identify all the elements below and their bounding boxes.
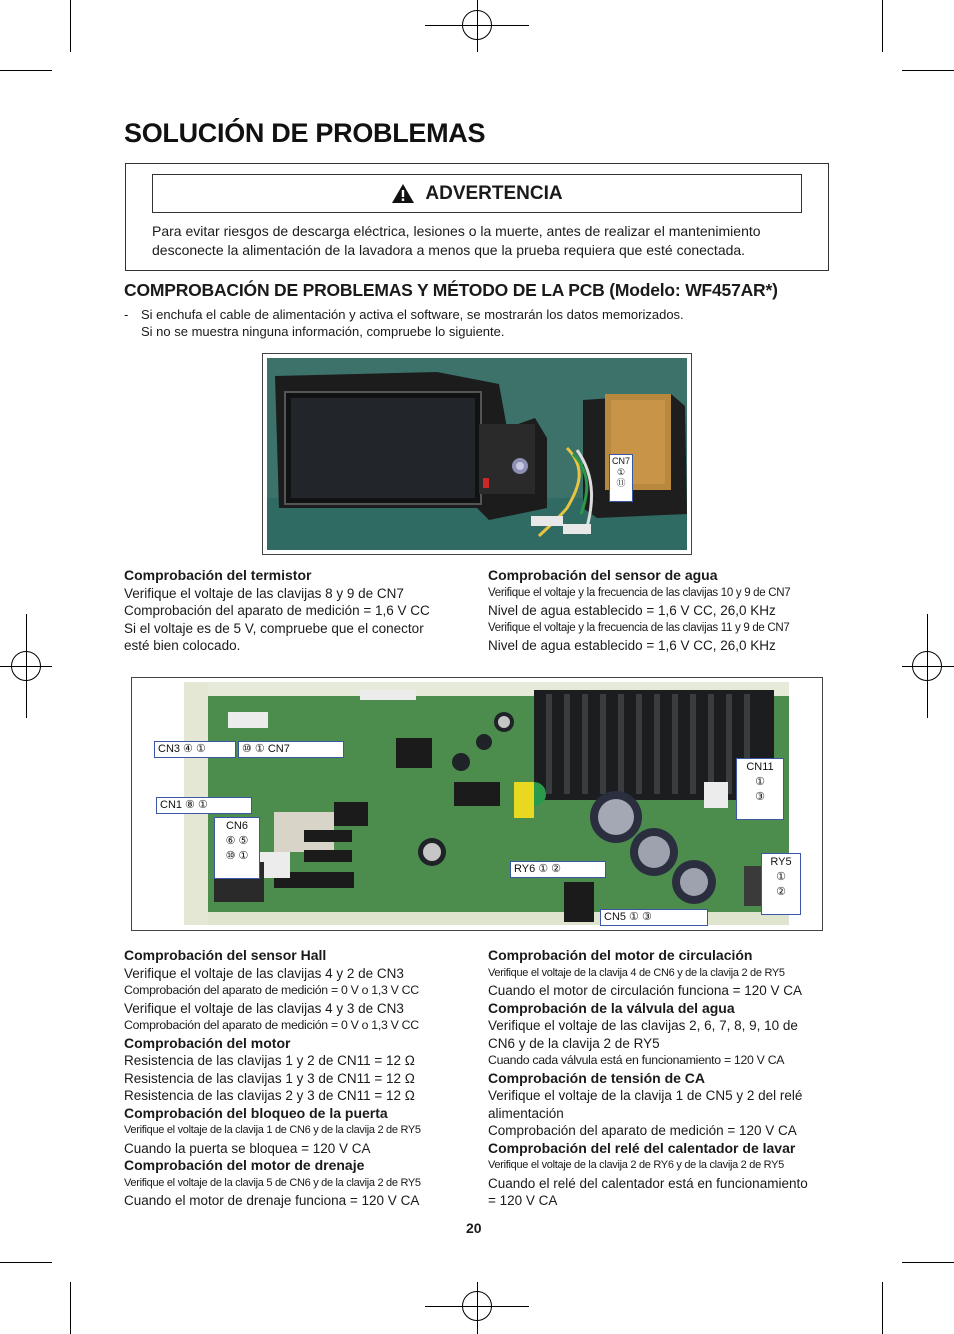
water-valve-line: Verifique el voltaje de las clavijas 2, 6, 7, 8, 9, 10 de	[488, 1018, 798, 1033]
registration-circle	[462, 1291, 492, 1321]
drain-motor-line: Verifique el voltaje de la clavija 5 de CN6 y de la clavija 2 de RY5	[124, 1176, 421, 1189]
crop-mark	[902, 70, 954, 71]
cn7-label: ⑩ ① CN7	[238, 741, 344, 758]
pcb-illustration	[184, 682, 789, 925]
page-number: 20	[466, 1220, 482, 1236]
heater-relay-line: = 120 V CA	[488, 1193, 558, 1208]
cn7-pin-1: ①	[616, 467, 626, 477]
water-sensor-heading: Comprobación del sensor de agua	[488, 567, 718, 583]
thermistor-line: esté bien colocado.	[124, 638, 241, 653]
registration-circle	[462, 10, 492, 40]
cn5-label: CN5 ① ③	[600, 909, 708, 926]
circulation-motor-line: Verifique el voltaje de la clavija 4 de CN6 y de la clavija 2 de RY5	[488, 966, 785, 979]
water-valve-line: CN6 y de la clavija 2 de RY5	[488, 1035, 660, 1051]
cn11-label-box	[736, 758, 784, 820]
water-sensor-line: Verifique el voltaje y la frecuencia de las clavijas 10 y 9 de CN7	[488, 586, 791, 599]
ry5-label-box	[761, 853, 801, 915]
crop-mark	[882, 0, 883, 52]
thermistor-heading: Comprobación del termistor	[124, 567, 312, 583]
water-sensor-line: Nivel de agua establecido = 1,6 V CC, 26,0 KHz	[488, 603, 776, 618]
cn6-pins-bottom: ⑩ ①	[225, 850, 249, 862]
door-lock-line: Verifique el voltaje de la clavija 1 de CN6 y de la clavija 2 de RY5	[124, 1124, 421, 1136]
ac-voltage-line: Comprobación del aparato de medición = 120 V CA	[488, 1123, 797, 1138]
warning-box	[125, 163, 829, 271]
thermistor-line: Si el voltaje es de 5 V, compruebe que el conector	[124, 620, 424, 636]
heater-relay-line: Verifique el voltaje de la clavija 2 de RY6 y de la clavija 2 de RY5	[488, 1159, 784, 1171]
heater-relay-line: Cuando el relé del calentador está en funcionamiento	[488, 1175, 808, 1191]
water-sensor-line: Nivel de agua establecido = 1,6 V CC, 26,0 KHz	[488, 638, 776, 653]
hall-sensor-line: Comprobación del aparato de medición = 0 V o 1,3 V CC	[124, 983, 419, 997]
ac-voltage-line: Verifique el voltaje de la clavija 1 de CN5 y 2 del relé	[488, 1088, 803, 1103]
water-valve-line: Cuando cada válvula está en funcionamiento = 120 V CA	[488, 1053, 785, 1067]
ry5-title: RY5	[770, 856, 792, 868]
registration-circle	[11, 651, 41, 681]
door-lock-heading: Comprobación del bloqueo de la puerta	[124, 1104, 388, 1121]
bottom-left-checks	[124, 947, 474, 1210]
hall-sensor-line: Comprobación del aparato de medición = 0 V o 1,3 V CC	[124, 1018, 419, 1032]
cn11-pin-1: ①	[755, 776, 765, 788]
intro-line-2: Si no se muestra ninguna información, compruebe lo siguiente.	[141, 324, 505, 339]
intro-line-1: Si enchufa el cable de alimentación y activa el software, se mostrarán los datos memorizados.	[141, 307, 684, 322]
crop-mark	[0, 70, 52, 71]
cn7-label-box	[609, 454, 633, 502]
thermistor-line: Comprobación del aparato de medición = 1,6 V CC	[124, 603, 430, 618]
ac-voltage-heading: Comprobación de tensión de CA	[488, 1069, 706, 1086]
crop-mark	[70, 0, 71, 52]
thermistor-check	[124, 567, 474, 655]
crop-mark	[70, 1282, 71, 1334]
intro-dash: -	[124, 307, 129, 322]
cn6-title: CN6	[225, 820, 248, 832]
heater-relay-heading: Comprobación del relé del calentador de lavar	[488, 1139, 796, 1156]
warning-text: Para evitar riesgos de descarga eléctrica, lesiones o la muerte, antes de realizar el mantenimiento desconecte la alimentación de la lavadora a menos que la prueba requiera que esté conectada.	[152, 223, 761, 258]
motor-line: Resistencia de las clavijas 1 y 3 de CN11 = 12 Ω	[124, 1070, 415, 1086]
cn11-title: CN11	[746, 761, 774, 773]
warning-triangle-icon	[391, 183, 415, 204]
cn7-title: CN7	[611, 456, 630, 466]
cn11-pin-3: ③	[755, 791, 765, 803]
warning-label: ADVERTENCIA	[425, 182, 563, 204]
circulation-motor-heading: Comprobación del motor de circulación	[488, 947, 753, 963]
warning-header	[152, 174, 802, 213]
motor-heading: Comprobación del motor	[124, 1034, 291, 1051]
drain-motor-heading: Comprobación del motor de drenaje	[124, 1157, 365, 1173]
intro-note	[124, 306, 684, 340]
crop-mark	[882, 1282, 883, 1334]
main-pcb-photo	[131, 677, 823, 931]
section-title: COMPROBACIÓN DE PROBLEMAS Y MÉTODO DE LA PCB (Modelo: WF457AR*)	[124, 280, 778, 300]
crop-mark	[0, 1262, 52, 1263]
page-title: SOLUCIÓN DE PROBLEMAS	[124, 118, 486, 148]
cn1-label: CN1 ⑧ ①	[156, 797, 252, 814]
bottom-right-checks	[488, 947, 838, 1210]
motor-line: Resistencia de las clavijas 1 y 2 de CN11 = 12 Ω	[124, 1053, 415, 1068]
cn6-label-box	[214, 817, 260, 879]
ry5-pin-1: ①	[776, 871, 786, 883]
door-lock-line: Cuando la puerta se bloquea = 120 V CA	[124, 1140, 371, 1156]
ac-voltage-line: alimentación	[488, 1105, 564, 1121]
crop-mark	[902, 1262, 954, 1263]
water-sensor-line: Verifique el voltaje y la frecuencia de las clavijas 11 y 9 de CN7	[488, 621, 790, 634]
cn6-pins-top: ⑥ ⑤	[225, 835, 249, 847]
thermistor-line: Verifique el voltaje de las clavijas 8 y 9 de CN7	[124, 585, 404, 601]
water-valve-heading: Comprobación de la válvula del agua	[488, 999, 735, 1016]
cn7-pin-11: ⑪	[616, 478, 626, 488]
hall-sensor-line: Verifique el voltaje de las clavijas 4 y 2 de CN3	[124, 965, 404, 981]
hall-sensor-heading: Comprobación del sensor Hall	[124, 947, 327, 963]
pcb-drawing	[184, 682, 789, 925]
registration-circle	[912, 651, 942, 681]
motor-line: Resistencia de las clavijas 2 y 3 de CN11 = 12 Ω	[124, 1088, 415, 1103]
ry6-label: RY6 ① ②	[510, 861, 606, 878]
water-sensor-check	[488, 567, 838, 655]
ry5-pin-2: ②	[776, 886, 786, 898]
circulation-motor-line: Cuando el motor de circulación funciona = 120 V CA	[488, 983, 803, 998]
control-panel-photo	[262, 353, 692, 555]
cn3-label: CN3 ④ ①	[154, 741, 236, 758]
drain-motor-line: Cuando el motor de drenaje funciona = 120 V CA	[124, 1193, 420, 1208]
hall-sensor-line: Verifique el voltaje de las clavijas 4 y 3 de CN3	[124, 1000, 404, 1016]
